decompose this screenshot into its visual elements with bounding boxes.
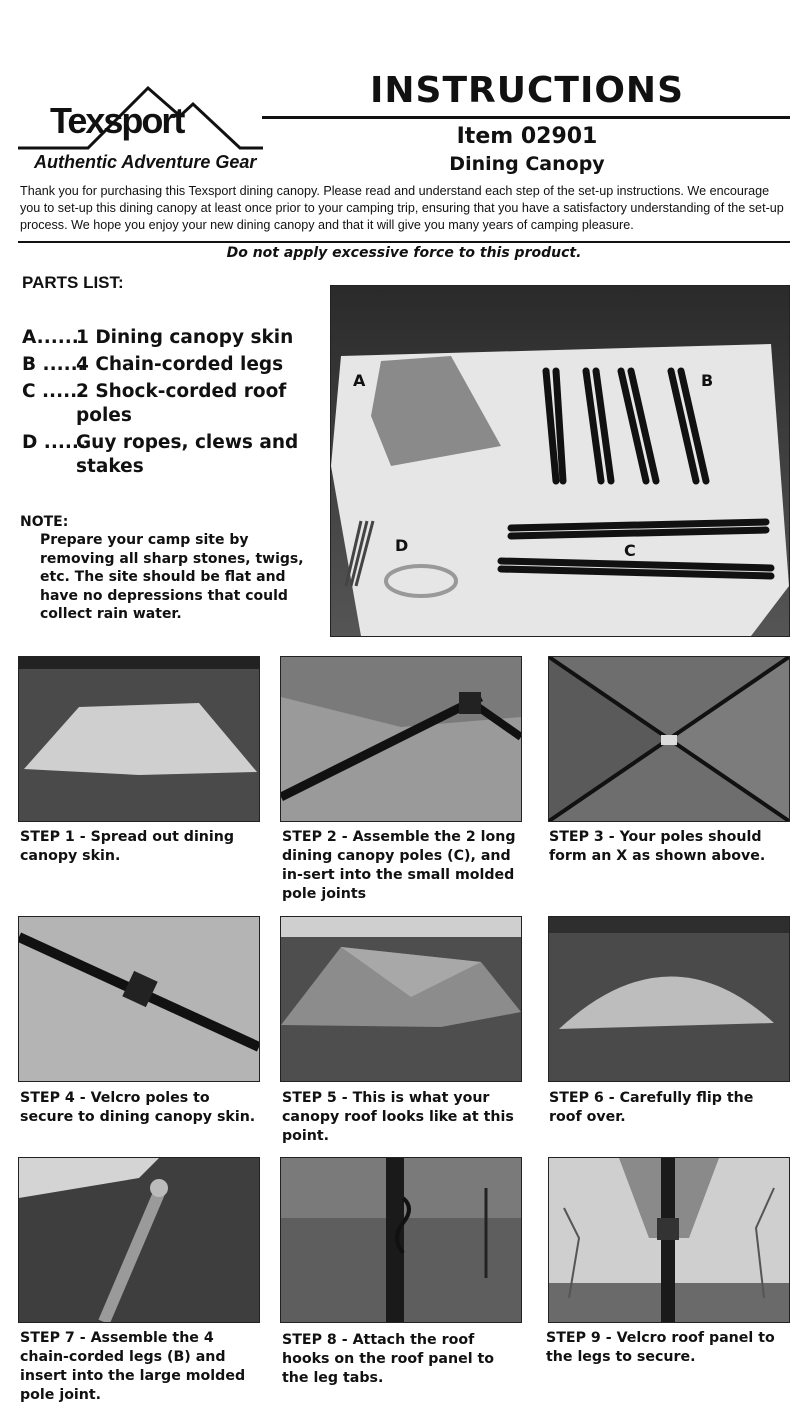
step-6-caption: STEP 6 - Carefully flip the roof over. <box>549 1090 754 1125</box>
warning-text: Do not apply excessive force to this product. <box>226 245 582 261</box>
step-1-caption: STEP 1 - Spread out dining canopy skin. <box>20 829 235 864</box>
step-7-caption: STEP 7 - Assemble the 4 chain-corded legs (B) and insert into the large molded pole joint. <box>20 1330 246 1403</box>
step-5-photo <box>280 916 522 1082</box>
step-6-photo <box>548 916 790 1082</box>
part-text: 4 Chain-corded legs <box>76 354 284 375</box>
brand-logo <box>18 76 263 181</box>
photo-label-c: C <box>624 541 636 560</box>
intro-text: Thank you for purchasing this Texsport dining canopy. Please read and understand each step of the set-up instructions. We encourage you to set-up this dining canopy at least once prior to your camping trip, ensuring that you have a satisfactory understanding of the set-up process. We hope you enjoy your new dining canopy and that it will give you many years of camping pleasure. <box>20 184 784 232</box>
parts-photo <box>330 285 790 637</box>
brand-tagline: Authentic Adventure Gear <box>34 152 257 172</box>
photo-label-b: B <box>701 371 714 390</box>
part-key: A...... <box>22 327 79 348</box>
photo-label-d: D <box>395 536 409 555</box>
note-heading: NOTE: <box>20 514 69 530</box>
list-item <box>22 431 322 479</box>
list-item <box>22 353 322 377</box>
step-8-caption: STEP 8 - Attach the roof hooks on the roof panel to the leg tabs. <box>282 1332 495 1386</box>
step-3-caption: STEP 3 - Your poles should form an X as shown above. <box>549 829 766 864</box>
divider <box>18 241 790 243</box>
step-5-caption: STEP 5 - This is what your canopy roof looks like at this point. <box>282 1090 514 1144</box>
list-item <box>22 326 322 350</box>
brand-name: Texsport <box>50 100 184 141</box>
part-key: C ...... <box>22 381 85 402</box>
list-item <box>22 380 322 428</box>
product-name: Dining Canopy <box>449 153 605 175</box>
step-4-photo <box>18 916 260 1082</box>
divider <box>262 116 790 119</box>
item-number: Item 02901 <box>456 124 598 149</box>
step-2-photo <box>280 656 522 822</box>
part-text: 1 Dining canopy skin <box>76 327 294 348</box>
parts-heading: PARTS LIST: <box>22 273 124 292</box>
step-2-caption: STEP 2 - Assemble the 2 long dining canopy poles (C), and in-sert into the small molded pole joints <box>282 829 516 902</box>
step-7-photo <box>18 1157 260 1323</box>
photo-label-a: A <box>353 371 366 390</box>
step-1-photo <box>18 656 260 822</box>
part-text: Guy ropes, clews and stakes <box>76 432 299 477</box>
step-9-caption: STEP 9 - Velcro roof panel to the legs to secure. <box>546 1330 775 1365</box>
step-9-photo <box>548 1157 790 1323</box>
part-key: D ...... <box>22 432 86 453</box>
part-text: 2 Shock-corded roof poles <box>76 381 287 426</box>
step-4-caption: STEP 4 - Velcro poles to secure to dining canopy skin. <box>20 1090 256 1125</box>
parts-list <box>22 326 322 482</box>
note-text: Prepare your camp site by removing all sharp stones, twigs, etc. The site should be flat and have no depressions that could collect rain water. <box>40 532 304 622</box>
page-title: INSTRUCTIONS <box>370 70 684 111</box>
part-key: B ...... <box>22 354 85 375</box>
step-3-photo <box>548 656 790 822</box>
step-8-photo <box>280 1157 522 1323</box>
